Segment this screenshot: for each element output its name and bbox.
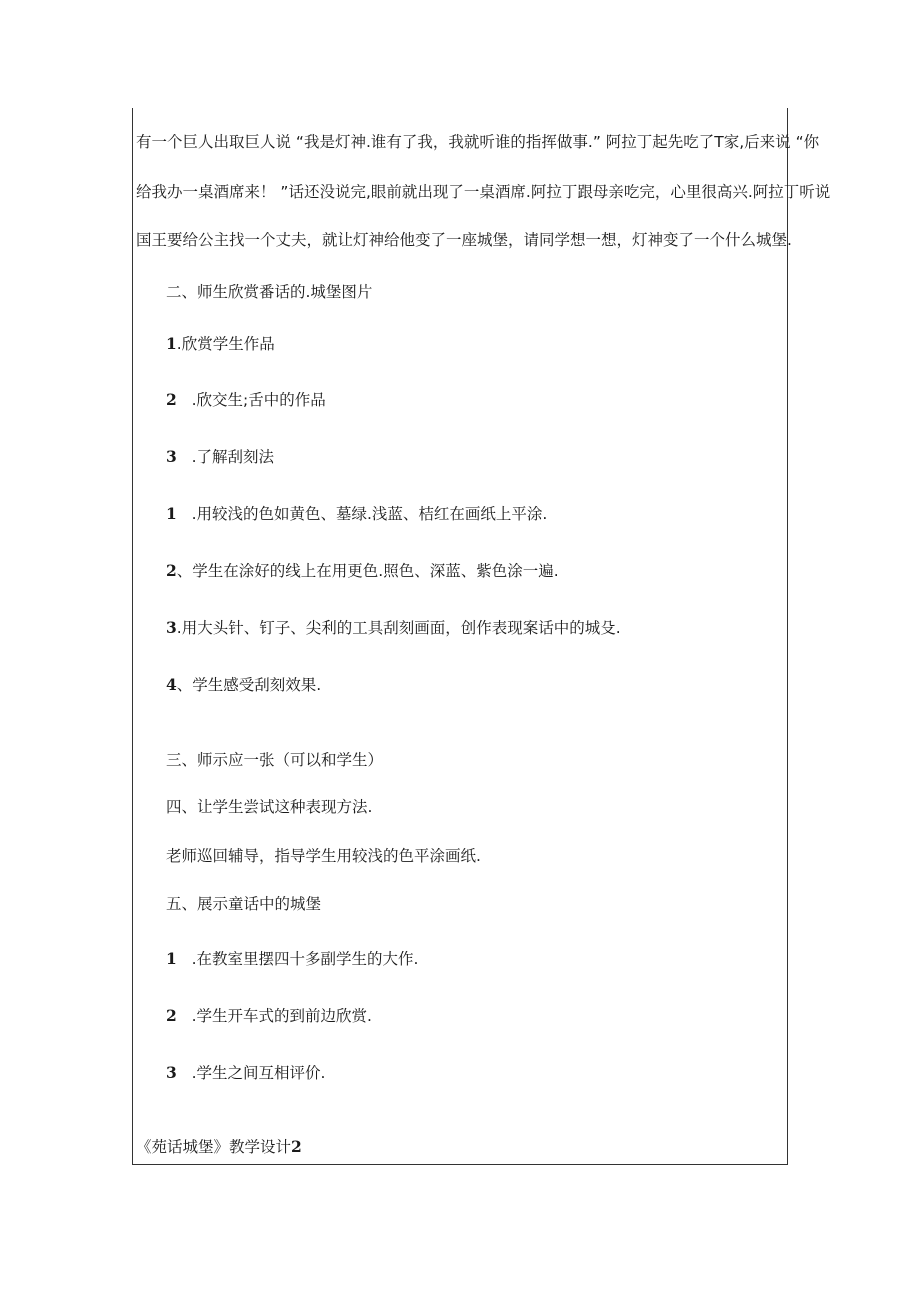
section-4-text: 老师巡回辅导，指导学生用较浅的色平涂画纸. [166, 847, 481, 865]
item-text: .欣赏学生作品 [176, 335, 275, 353]
item-number: 3 [166, 447, 177, 466]
item-number: 4 [166, 675, 177, 694]
list-item [166, 949, 418, 969]
item-number: 1 [166, 949, 177, 968]
section-3-heading: 三、师示应一张（可以和学生） [166, 751, 384, 769]
item-number: 1 [166, 334, 177, 353]
item-number: 1 [166, 504, 177, 523]
table-border-right [787, 108, 788, 1165]
item-number: 2 [166, 390, 177, 409]
table-border-bottom [132, 1164, 788, 1165]
table-border-left [132, 108, 133, 1165]
item-number: 3 [166, 1063, 177, 1082]
section-2-heading: 二、师生欣赏番话的.城堡图片 [166, 283, 373, 301]
item-text: .用较浅的色如黄色、墓绿.浅蓝、桔红在画纸上平涂. [176, 505, 548, 523]
list-item [166, 390, 326, 410]
list-item [166, 618, 621, 638]
list-item [166, 504, 547, 524]
item-text: .用大头针、钉子、尖利的工具刮刻画面，创作表现案话中的城殳. [176, 619, 621, 637]
item-text: .在教室里摆四十多副学生的大作. [176, 950, 419, 968]
item-text: .学生之间互相评价. [176, 1064, 326, 1082]
item-number: 2 [166, 561, 177, 580]
intro-line-3: 国王要给公主找一个丈夫，就让灯神给他变了一座城堡，请同学想一想，灯神变了一个什么城堡. [136, 231, 792, 249]
item-text: .学生开车式的到前边欣赏. [176, 1007, 372, 1025]
list-item [166, 675, 321, 695]
item-text: 、学生在涂好的线上在用更色.照色、深蓝、紫色涂一遍. [176, 562, 559, 580]
title-text: 《苑话城堡》教学设计 [136, 1138, 292, 1156]
section-5-heading: 五、展示童话中的城堡 [166, 895, 322, 913]
item-text: .了解刮刻法 [176, 448, 275, 466]
intro-line-1: 有一个巨人出取巨人说 “我是灯神.谁有了我，我就听谁的指挥做事.” 阿拉丁起先吃了T家,后来说 “你 [136, 133, 820, 151]
section-4-heading: 四、让学生尝试这种表现方法. [166, 798, 373, 816]
list-item [166, 1063, 325, 1083]
list-item [166, 447, 274, 467]
item-number: 2 [166, 1006, 177, 1025]
list-item [166, 334, 275, 354]
next-lesson-title [136, 1137, 302, 1157]
item-number: 3 [166, 618, 177, 637]
list-item [166, 1006, 372, 1026]
item-text: 、学生感受刮刻效果. [176, 676, 322, 694]
intro-line-2: 给我办一桌酒席来！ ”话还没说完,眼前就出现了一桌酒席.阿拉丁跟母亲吃完，心里很高兴.阿拉丁听说 [136, 183, 831, 201]
title-number: 2 [291, 1137, 302, 1156]
item-text: .欣交生;舌中的作品 [176, 391, 326, 409]
list-item [166, 561, 559, 581]
